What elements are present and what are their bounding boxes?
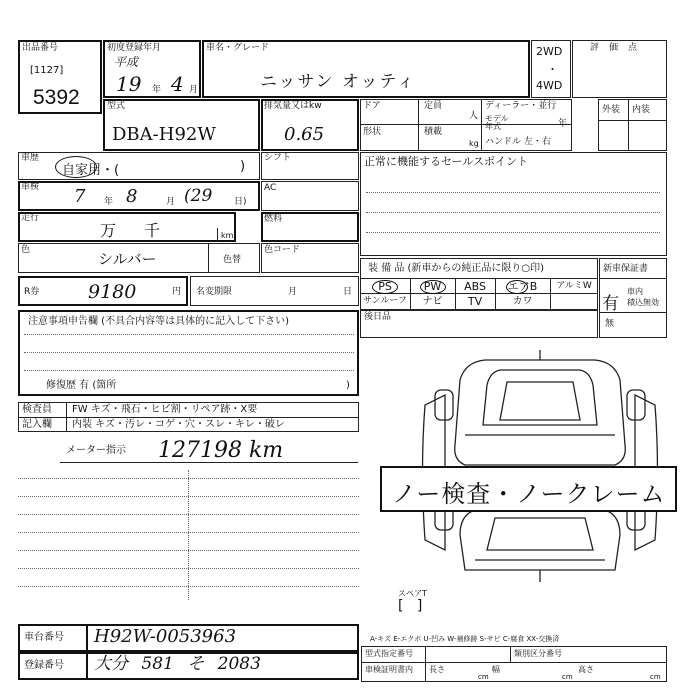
equipment-label: 装 備 品 (新車からの純正品に限り○印) <box>368 263 545 274</box>
capacity-label: 定員 <box>424 101 443 111</box>
color-value: シルバー <box>98 250 157 268</box>
color-change-label: 色替 <box>223 255 242 265</box>
drive-2wd: 2WD <box>536 45 563 58</box>
model-label: 型式 <box>107 101 126 111</box>
eval-label: 評価点 <box>590 43 648 53</box>
first-reg-year-unit: 年 <box>152 85 162 95</box>
first-reg-year: 19 <box>116 72 142 96</box>
notes-repair: 修復歴 有 (箇所 <box>46 380 117 391</box>
equip-abs: ABS <box>464 280 486 293</box>
dims-cm-1: cm <box>478 673 489 681</box>
stamp-text: ノー検査・ノークレーム <box>392 480 666 508</box>
warranty-yes-note2: 積込無効 <box>627 298 659 307</box>
dims-cert-label: 車検証明書内 <box>365 665 413 674</box>
checker-label-2: 記入欄 <box>22 419 52 430</box>
checker-row-1: FW キズ・飛石・ヒビ割・リペア跡・X要 <box>72 404 258 415</box>
equip-sunroof: サンルーフ <box>363 296 407 306</box>
equip-ps: PS <box>378 280 392 293</box>
lot-label: 出品番号 <box>22 43 59 53</box>
inspection-label: 車検 <box>21 182 40 192</box>
import-label: ディーラー・並行 <box>485 101 557 111</box>
recycle-value: 9180 <box>88 281 137 303</box>
shift-label: シフト <box>264 153 292 163</box>
inspection-day-unit: 日) <box>234 197 247 207</box>
capacity-unit: 人 <box>469 111 479 121</box>
vin-value: H92W-0053963 <box>94 626 237 647</box>
deadline-label: 名変期限 <box>196 287 233 297</box>
load-label: 積載 <box>424 127 443 137</box>
spare-value: [ ] <box>398 598 423 614</box>
meter-value: 127198 km <box>158 438 284 463</box>
model-year-unit: 年 <box>558 119 568 129</box>
door-label: ドア <box>363 101 381 111</box>
mileage-label: 走行 <box>21 213 40 223</box>
first-reg-era: 平成 <box>114 55 139 69</box>
meter-label: メーター指示 <box>66 445 126 456</box>
mileage-km: km <box>221 231 234 240</box>
equip-pw: PW <box>423 280 442 293</box>
interior-label: 内装 <box>632 105 651 115</box>
load-unit: kg <box>469 139 479 148</box>
car-name-label: 車名・グレード <box>206 43 270 53</box>
shape-label: 形状 <box>363 127 382 137</box>
equip-navi: ナビ <box>422 296 443 307</box>
exterior-label: 外装 <box>602 105 621 115</box>
warranty-yes-note1: 車内 <box>627 287 643 296</box>
displacement-label: 排気量又はkw <box>264 101 322 111</box>
drive-dot: ・ <box>547 63 558 76</box>
dims-cm-3: cm <box>650 673 661 681</box>
color-label: 色 <box>21 245 31 255</box>
plate-label: 登録番号 <box>24 660 64 671</box>
inspection-year-unit: 年 <box>104 197 114 207</box>
first-reg-month-unit: 月 <box>189 85 199 95</box>
equip-airbag: エアB <box>507 280 538 293</box>
drive-4wd: 4WD <box>536 79 563 92</box>
warranty-no: 無 <box>605 319 615 329</box>
checker-row-2: 内装 キズ・汚レ・コゲ・穴・スレ・キレ・破レ <box>72 419 285 430</box>
after-market-label: 後日品 <box>364 312 392 322</box>
usage-close: ) <box>240 159 246 174</box>
notes-repair-close: ) <box>346 380 350 391</box>
recycle-unit: 円 <box>172 287 182 297</box>
equip-leather: カワ <box>512 296 533 307</box>
equip-alloy: アルミW <box>556 281 592 291</box>
deadline-month: 月 <box>288 287 298 297</box>
dims-cm-2: cm <box>562 673 573 681</box>
dims-height: 高さ <box>578 665 594 674</box>
checker-label-1: 検査員 <box>22 404 52 415</box>
displacement-value: 0.65 <box>284 124 325 145</box>
car-name-value: ニッサン オッティ <box>260 72 417 92</box>
plate-value: 大分 581 そ 2083 <box>94 654 261 674</box>
usage-label: 車歴 <box>21 153 40 163</box>
inspection-month-unit: 月 <box>166 197 176 207</box>
inspection-row <box>18 181 260 211</box>
warranty-yes: 有 <box>602 294 619 314</box>
selling-points-label: 正常に機能するセールスポイント <box>364 155 529 168</box>
recycle-label: R券 <box>24 287 40 297</box>
inspection-year: 7 <box>74 186 86 207</box>
color-code-label: 色コード <box>264 245 301 255</box>
lot-number: 5392 <box>33 86 80 109</box>
model-year-label: モデル年式 <box>485 114 509 131</box>
inspection-day: (29 <box>184 186 213 206</box>
dims-length: 長さ <box>429 665 445 674</box>
first-reg-month: 4 <box>171 72 184 96</box>
inspection-month: 8 <box>126 186 138 207</box>
damage-legend: A-キズ E-エクボ U-凹み W-補修跡 S-サビ C-腐食 XX-交換済 <box>370 635 560 643</box>
mileage-sen: 千 <box>144 221 161 240</box>
mileage-man: 万 <box>100 221 117 240</box>
ac-label: AC <box>264 183 277 193</box>
dims-width: 幅 <box>492 665 500 674</box>
spare-label: スペアT <box>398 589 427 598</box>
fuel-label: 燃料 <box>264 214 283 224</box>
model-value: DBA-H92W <box>112 124 216 145</box>
lot-code: [1127] <box>30 65 64 76</box>
handle-label: ハンドル 左・右 <box>485 137 551 147</box>
mileage-row <box>18 212 236 242</box>
usage-value: 自家用・( <box>62 163 120 178</box>
first-reg-label: 初度登録年月 <box>107 43 162 53</box>
notes-label: 注意事項申告欄 (不具合内容等は具体的に記入して下さい) <box>28 316 289 327</box>
deadline-day: 日 <box>343 287 353 297</box>
dims-type-label: 型式指定番号 <box>365 649 413 658</box>
after-market-box <box>360 310 598 338</box>
equip-tv: TV <box>467 295 483 308</box>
warranty-label: 新車保証書 <box>603 264 649 274</box>
vin-label: 車台番号 <box>24 632 64 643</box>
dims-class-label: 類別区分番号 <box>514 649 562 658</box>
